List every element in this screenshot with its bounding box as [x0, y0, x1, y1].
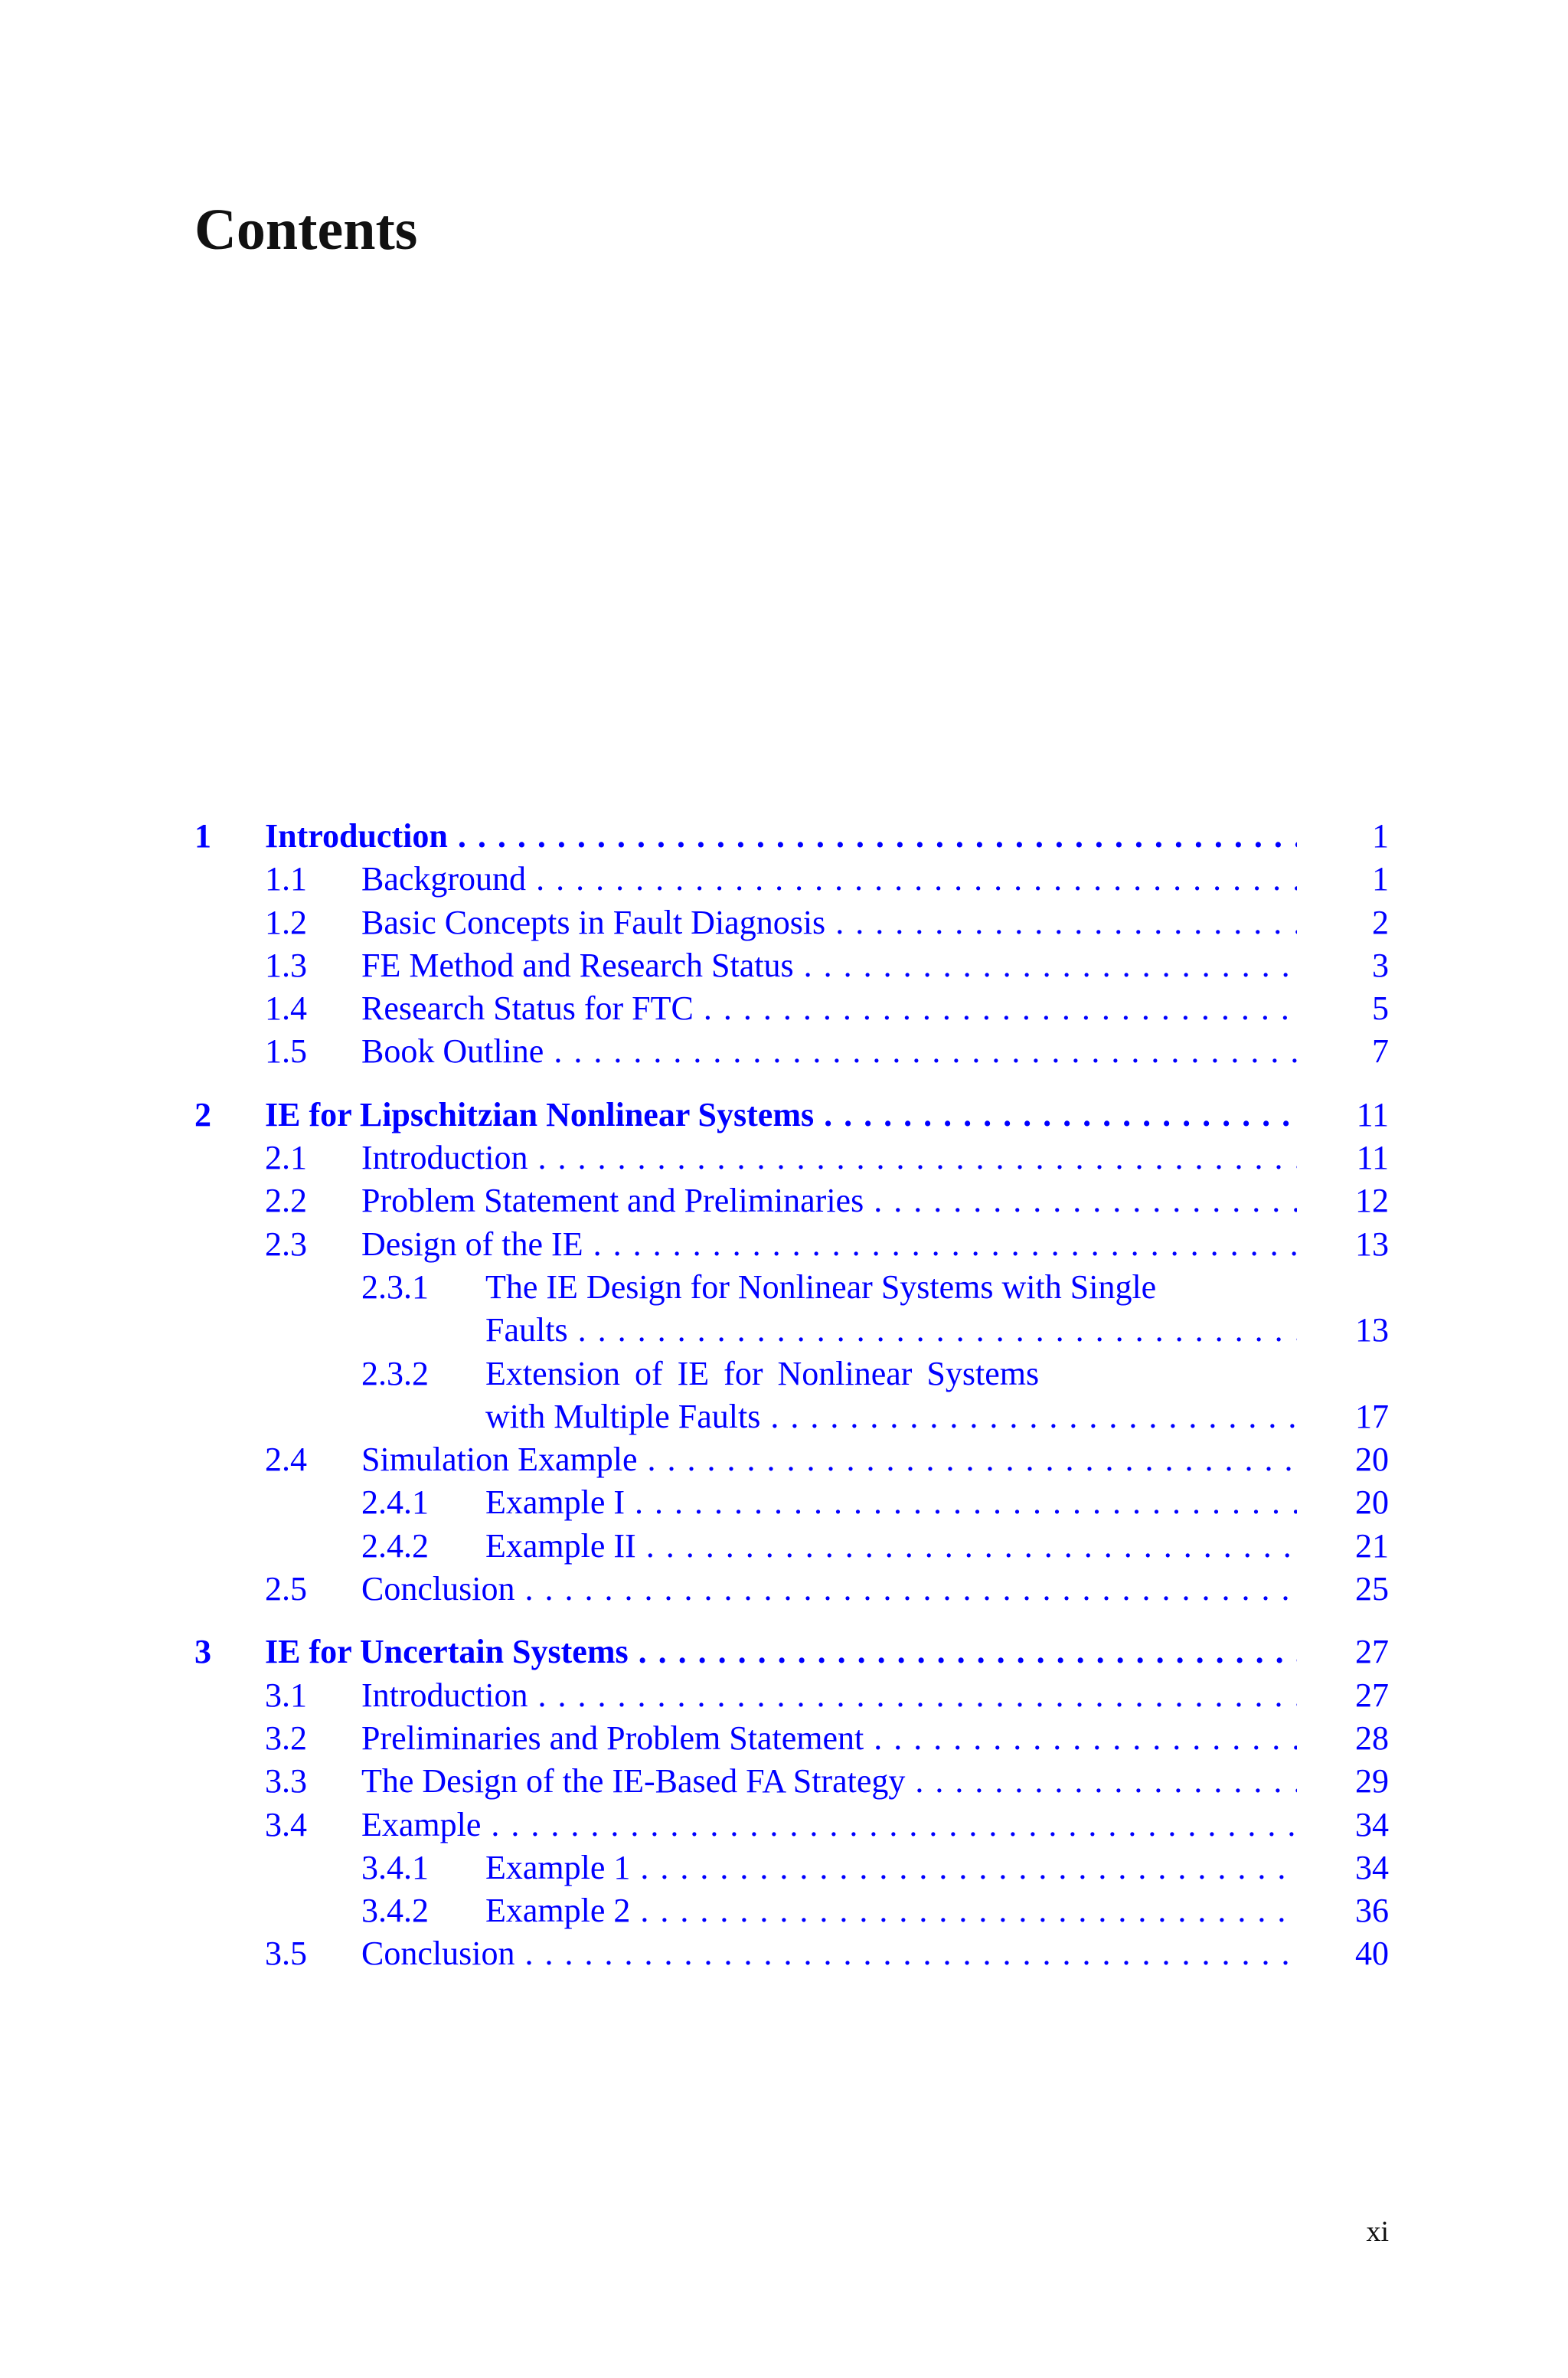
toc-entry-1-5[interactable]: [194, 1030, 1389, 1073]
toc-entry-number: 1.4: [265, 989, 307, 1028]
toc-entry-title: Introduction . . .: [361, 1137, 1297, 1179]
toc-entry-title: IE for Uncertain Systems . . .: [265, 1631, 1297, 1673]
toc-entry-title: Conclusion . . .: [361, 1568, 1297, 1611]
page-title: Contents: [194, 198, 418, 262]
toc-entry-title: Faults . . .: [485, 1309, 1297, 1352]
toc-entry-title: Example II . . .: [485, 1525, 1297, 1568]
toc-entry-number: 3.4.1: [361, 1848, 429, 1886]
toc-entry-page: 40: [1355, 1935, 1389, 1973]
toc-entry-page: 20: [1355, 1483, 1389, 1522]
toc-entry-number: 1.3: [265, 946, 307, 984]
toc-entry-page: 28: [1355, 1719, 1389, 1757]
toc-entry-page: 21: [1355, 1526, 1389, 1565]
toc-entry-page: 13: [1355, 1311, 1389, 1349]
toc-entry-title: Conclusion . . .: [361, 1932, 1297, 1975]
toc-entry-number: 1.5: [265, 1032, 307, 1071]
toc-entry-title: Background . . .: [361, 858, 1297, 901]
toc-entry-page: 34: [1355, 1848, 1389, 1886]
toc-entry-2-5[interactable]: [194, 1568, 1389, 1611]
toc-entry-1-4[interactable]: [194, 987, 1389, 1030]
toc-entry-title: Example 1 . . .: [485, 1846, 1297, 1889]
toc-entry-1-2[interactable]: [194, 901, 1389, 944]
toc-entry-title: Problem Statement and Preliminaries . . .: [361, 1179, 1297, 1222]
toc-entry-page: 13: [1355, 1225, 1389, 1263]
toc-entry-title: Introduction . . .: [361, 1674, 1297, 1717]
toc-entry-number: 2.1: [265, 1139, 307, 1177]
toc-entry-number: 2.4: [265, 1441, 307, 1479]
toc-chapter-2: [194, 1094, 1389, 1611]
toc-entry-number: 2.2: [265, 1182, 307, 1220]
toc-entry-page: 17: [1355, 1397, 1389, 1435]
toc-entry-2-3-1[interactable]: [194, 1266, 1389, 1309]
toc-entry-number: 1.2: [265, 903, 307, 941]
toc-entry-number: 3.4: [265, 1805, 307, 1843]
toc-entry-page: 12: [1355, 1182, 1389, 1220]
toc-entry-page: 27: [1355, 1676, 1389, 1714]
toc-entry-number: 1: [194, 817, 211, 855]
toc-entry-2-4[interactable]: [194, 1438, 1389, 1481]
toc-entry-title: Introduction . . .: [265, 815, 1297, 858]
toc-entry-chapter-2[interactable]: [194, 1094, 1389, 1137]
toc-entry-number: 2.5: [265, 1570, 307, 1608]
toc-entry-number: 3: [194, 1633, 211, 1671]
toc-entry-page: 25: [1355, 1570, 1389, 1608]
toc-entry-title: with Multiple Faults . . .: [485, 1395, 1297, 1438]
toc-entry-number: 3.2: [265, 1719, 307, 1757]
toc-entry-page: 11: [1356, 1139, 1389, 1177]
toc-entry-2-1[interactable]: [194, 1137, 1389, 1179]
toc-entry-title: The Design of the IE-Based FA Strategy . . .: [361, 1760, 1297, 1803]
page-number: xi: [1366, 2216, 1389, 2248]
toc-entry-number: 2.4.1: [361, 1483, 429, 1522]
toc-entry-number: 3.5: [265, 1935, 307, 1973]
toc-entry-1-1[interactable]: [194, 858, 1389, 901]
toc-entry-2-3[interactable]: [194, 1223, 1389, 1266]
toc-entry-page: 5: [1372, 989, 1389, 1028]
toc-entry-number: 3.3: [265, 1762, 307, 1801]
toc-entry-number: 2: [194, 1095, 211, 1133]
toc-entry-page: 2: [1372, 903, 1389, 941]
toc-entry-chapter-3[interactable]: [194, 1631, 1389, 1673]
toc-entry-2-4-2[interactable]: [194, 1525, 1389, 1568]
toc-entry-title: Book Outline . . .: [361, 1030, 1297, 1073]
toc-entry-page: 3: [1372, 946, 1389, 984]
toc-entry-number: 3.4.2: [361, 1892, 429, 1930]
toc-entry-title: Extension of IE for Nonlinear Systems: [485, 1354, 1040, 1392]
toc-entry-3-1[interactable]: [194, 1674, 1389, 1717]
toc-entry-title: Research Status for FTC . . .: [361, 987, 1297, 1030]
toc-entry-number: 2.3: [265, 1225, 307, 1263]
toc-entry-title: Preliminaries and Problem Statement . . .: [361, 1717, 1297, 1760]
toc-entry-2-3-2-continued[interactable]: [194, 1395, 1389, 1438]
toc-entry-page: 34: [1355, 1805, 1389, 1843]
toc-entry-chapter-1[interactable]: [194, 815, 1389, 858]
toc-entry-page: 29: [1355, 1762, 1389, 1801]
toc-entry-2-2[interactable]: [194, 1179, 1389, 1222]
toc-entry-page: 7: [1372, 1032, 1389, 1071]
toc-entry-3-3[interactable]: [194, 1760, 1389, 1803]
toc-entry-title: FE Method and Research Status . . .: [361, 944, 1297, 987]
toc-entry-number: 2.3.1: [361, 1268, 429, 1306]
toc-entry-1-3[interactable]: [194, 944, 1389, 987]
toc-entry-title: Example . . .: [361, 1804, 1297, 1846]
toc-entry-2-3-2[interactable]: [194, 1353, 1389, 1395]
table-of-contents: [194, 815, 1389, 1996]
toc-entry-page: 1: [1372, 860, 1389, 898]
toc-entry-title: Example I . . .: [485, 1481, 1297, 1524]
toc-entry-number: 3.1: [265, 1676, 307, 1714]
toc-entry-title: The IE Design for Nonlinear Systems with Single: [485, 1268, 1157, 1306]
toc-entry-2-4-1[interactable]: [194, 1481, 1389, 1524]
toc-entry-page: 20: [1355, 1441, 1389, 1479]
toc-entry-page: 11: [1356, 1095, 1389, 1133]
toc-chapter-3: [194, 1631, 1389, 1975]
toc-entry-title: IE for Lipschitzian Nonlinear Systems . . .: [265, 1094, 1297, 1137]
toc-entry-number: 1.1: [265, 860, 307, 898]
toc-entry-title: Simulation Example . . .: [361, 1438, 1297, 1481]
toc-entry-3-4-1[interactable]: [194, 1846, 1389, 1889]
toc-entry-number: 2.3.2: [361, 1354, 429, 1392]
toc-entry-page: 36: [1355, 1892, 1389, 1930]
toc-entry-3-4[interactable]: [194, 1804, 1389, 1846]
toc-entry-title: Design of the IE . . .: [361, 1223, 1297, 1266]
toc-entry-title: Basic Concepts in Fault Diagnosis . . .: [361, 901, 1297, 944]
toc-entry-page: 27: [1355, 1633, 1389, 1671]
toc-entry-3-4-2[interactable]: [194, 1889, 1389, 1932]
toc-entry-3-2[interactable]: [194, 1717, 1389, 1760]
toc-entry-title: Example 2 . . .: [485, 1889, 1297, 1932]
toc-entry-page: 1: [1372, 817, 1389, 855]
toc-entry-3-5[interactable]: [194, 1932, 1389, 1975]
toc-chapter-1: [194, 815, 1389, 1074]
toc-entry-number: 2.4.2: [361, 1526, 429, 1565]
toc-entry-2-3-1-continued[interactable]: [194, 1309, 1389, 1352]
